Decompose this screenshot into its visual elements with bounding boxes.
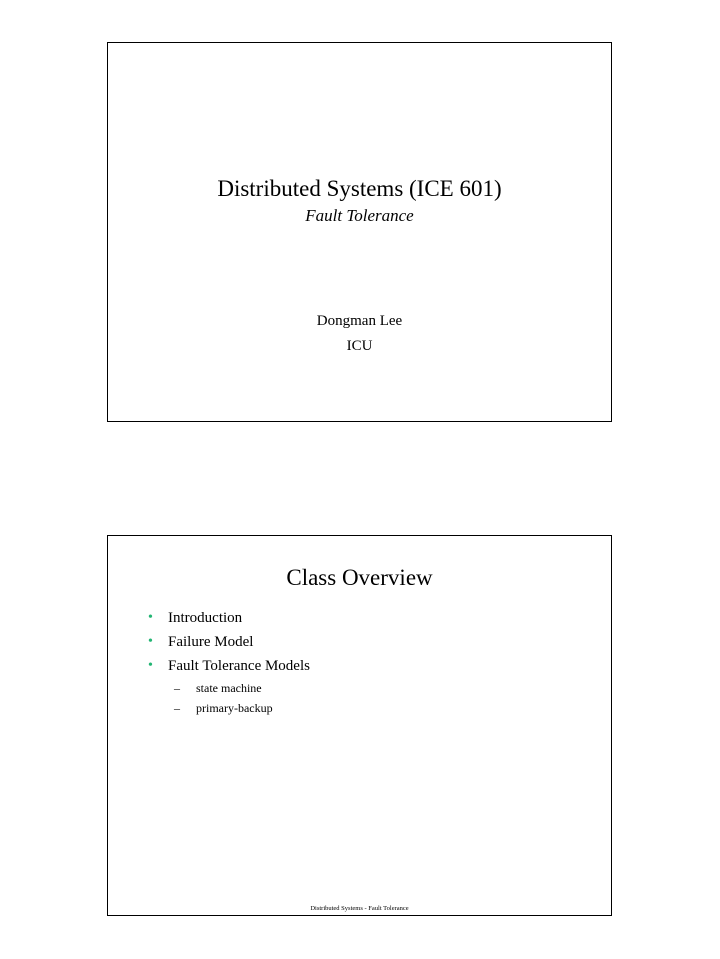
bullet-list bbox=[148, 608, 310, 720]
list-item bbox=[148, 608, 310, 632]
bullet-icon: • bbox=[148, 634, 153, 649]
slide-footer: Distributed Systems - Fault Tolerance bbox=[310, 905, 409, 912]
bullet-icon: • bbox=[148, 610, 153, 625]
list-item bbox=[148, 632, 310, 656]
sub-list-item bbox=[148, 700, 310, 720]
slide-title: Distributed Systems (ICE 601) bbox=[217, 176, 502, 201]
sub-list-item-text: primary-backup bbox=[196, 701, 273, 715]
slide-2 bbox=[107, 535, 612, 916]
list-item-text: Failure Model bbox=[168, 634, 254, 650]
slide-1 bbox=[107, 42, 612, 422]
sub-list-item-text: state machine bbox=[196, 681, 262, 695]
list-item bbox=[148, 656, 310, 680]
author-name: Dongman Lee bbox=[316, 313, 403, 329]
list-item-text: Fault Tolerance Models bbox=[168, 658, 310, 674]
list-item-text: Introduction bbox=[168, 610, 243, 626]
slide-title: Class Overview bbox=[286, 565, 433, 590]
bullet-icon: • bbox=[148, 658, 153, 673]
slide-subtitle: Fault Tolerance bbox=[305, 206, 414, 225]
author-affiliation: ICU bbox=[346, 338, 373, 354]
dash-icon: – bbox=[174, 701, 180, 715]
dash-icon: – bbox=[174, 681, 180, 695]
sub-list-item bbox=[148, 680, 310, 700]
